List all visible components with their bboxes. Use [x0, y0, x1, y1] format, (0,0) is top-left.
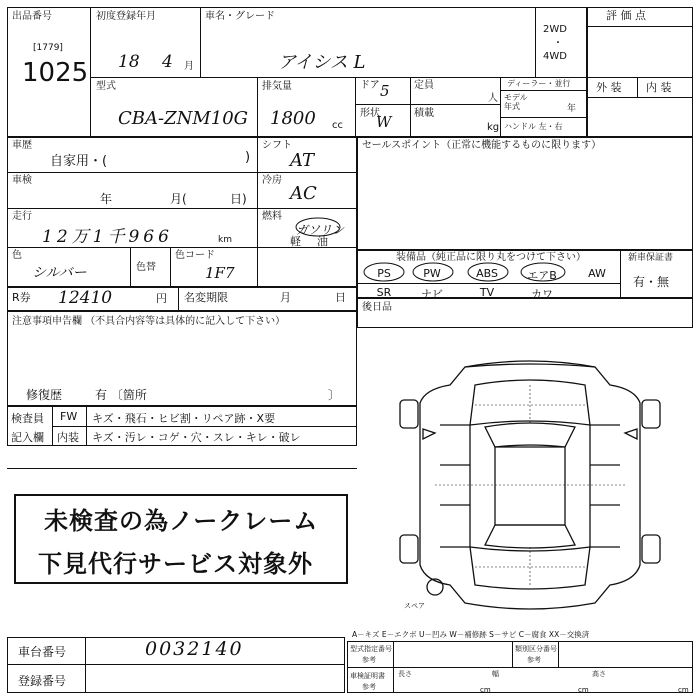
repair-label: 修復歴 — [26, 388, 63, 402]
equip-navi: ナビ — [421, 288, 443, 301]
chassis-value: 0032140 — [145, 638, 244, 660]
spare-label: スペア — [404, 602, 425, 610]
displacement-label: 排気量 — [262, 81, 292, 92]
equip-aw: AW — [588, 267, 606, 280]
door-value: 5 — [380, 82, 390, 100]
warranty-value: 有・無 — [633, 275, 670, 289]
inspector-label-2: 記入欄 — [11, 431, 44, 444]
equip-airbag: エアB — [527, 269, 557, 282]
model-value: CBA-ZNM10G — [118, 108, 249, 129]
fuel-diesel: 油 — [317, 235, 328, 248]
recycle-value: 12410 — [58, 288, 113, 308]
displacement-unit: cc — [332, 120, 343, 131]
equip-pw: PW — [423, 267, 441, 280]
sales-point-frame — [357, 137, 693, 250]
fuel-gas: ガソリン — [296, 223, 345, 237]
first-reg-month-unit: 月 — [184, 61, 194, 72]
height-unit: cm — [678, 686, 689, 694]
equip-ps: PS — [377, 267, 391, 280]
inspection-year: 年 — [100, 192, 113, 206]
year-unit: 年 — [567, 104, 577, 114]
notice-line-1: 未検査の為ノークレーム — [44, 507, 319, 535]
drive-2wd: 2WD — [543, 24, 567, 35]
warranty-label: 新車保証書 — [628, 253, 674, 263]
name-value: アイシス L — [278, 52, 366, 73]
first-reg-month: 4 — [162, 52, 173, 72]
shift-value: AT — [290, 150, 315, 171]
equipment-circles — [357, 258, 620, 288]
recycle-label: R券 — [12, 291, 31, 304]
deadline-month: 月 — [280, 291, 291, 304]
width-unit: cm — [578, 686, 589, 694]
equip-tv: TV — [479, 286, 495, 299]
interior-insp-items: キズ・汚レ・コゲ・穴・スレ・キレ・破レ — [92, 431, 301, 444]
drive-dot: ・ — [553, 38, 563, 49]
cooler-value: AC — [290, 183, 317, 204]
notes-label: 注意事項申告欄 （不具合内容等は具体的に記入して下さい） — [12, 316, 286, 327]
equipment-label: 装備品（純正品に限り丸をつけて下さい） — [396, 252, 586, 263]
cooler-label: 冷房 — [262, 175, 282, 186]
class-ref: 参考 — [527, 656, 541, 664]
history-paren: ) — [245, 150, 251, 165]
displacement-value: 1800 — [270, 108, 316, 129]
fuel-light: 軽 — [290, 235, 301, 248]
shape-label: 形状 — [360, 108, 380, 119]
fw-label: FW — [60, 410, 78, 423]
load-label: 積載 — [414, 108, 434, 119]
length-unit: cm — [480, 686, 491, 694]
inspection-label: 車検 — [12, 175, 32, 186]
deadline-label: 名変期限 — [184, 291, 228, 304]
dims-label: 車検証明書 — [350, 672, 385, 680]
first-reg-year: 18 — [118, 52, 140, 72]
name-label: 車名・グレード — [205, 11, 275, 22]
repair-value: 有 〔箇所 — [95, 388, 147, 402]
height-label: 高さ — [592, 670, 606, 678]
interior-insp-label: 内装 — [57, 431, 79, 444]
sales-point-label: セールスポイント（正常に機能するものに限ります） — [362, 140, 602, 151]
lot-sub: [1779] — [33, 43, 63, 53]
interior-label: 内 装 — [646, 81, 672, 94]
fuel-label: 燃料 — [262, 211, 282, 222]
shape-value: W — [376, 113, 392, 131]
dims-ref: 参考 — [362, 683, 376, 691]
color-change-label: 色替 — [136, 262, 156, 273]
notice-line-2: 下見代行サービス対象外 — [38, 550, 313, 578]
deadline-day: 日 — [335, 291, 346, 304]
color-value: シルバー — [32, 265, 87, 281]
repair-close: 〕 — [328, 388, 341, 402]
handle-label: ハンドル 左・右 — [504, 122, 563, 131]
capacity-unit: 人 — [488, 93, 498, 104]
history-value: 自家用・( — [50, 154, 108, 169]
fw-items: キズ・飛石・ヒビ割・リペア跡・X要 — [92, 412, 276, 425]
mileage-value: 12万1千966 — [42, 227, 173, 247]
dealer-label: ディーラー・並行 — [507, 79, 571, 88]
load-unit: kg — [487, 122, 500, 133]
recycle-unit: 円 — [156, 292, 167, 305]
inspection-day: 日) — [230, 192, 247, 206]
fuel-circle — [290, 216, 350, 238]
lot-label: 出品番号 — [12, 11, 52, 22]
width-label: 幅 — [492, 670, 499, 678]
model-cert-ref: 参考 — [362, 656, 376, 664]
drive-4wd: 4WD — [543, 51, 567, 62]
chassis-label: 車台番号 — [18, 645, 67, 659]
equip-abs: ABS — [476, 267, 498, 280]
color-label: 色 — [12, 250, 22, 261]
inspection-month: 月( — [170, 192, 187, 206]
color-code-label: 色コード — [175, 250, 215, 261]
damage-legend: A－キズ E－エクボ U－凹み W－補修跡 S－サビ C－腐食 XX－交換済 — [352, 630, 590, 639]
car-damage-diagram — [395, 355, 665, 615]
model-year-label: モデル年式 — [504, 93, 528, 111]
later-items-frame — [357, 298, 693, 328]
exterior-label: 外 装 — [596, 81, 622, 94]
registration-label: 登録番号 — [18, 674, 67, 688]
lot-number: 1025 — [22, 58, 89, 88]
equip-leather: カワ — [531, 288, 553, 301]
length-label: 長さ — [398, 670, 412, 678]
color-code-value: 1F7 — [205, 264, 235, 282]
inspector-label-1: 検査員 — [11, 412, 44, 425]
score-label: 評 価 点 — [606, 9, 646, 22]
mileage-label: 走行 — [12, 211, 32, 222]
model-label: 型式 — [96, 81, 116, 92]
equip-sr: SR — [376, 286, 392, 299]
door-label: ドア — [360, 80, 380, 91]
class-label: 類別区分番号 — [515, 645, 557, 653]
later-items-label: 後日品 — [362, 302, 392, 313]
model-cert-label: 型式指定番号 — [350, 645, 392, 653]
shift-label: シフト — [262, 140, 292, 151]
first-reg-label: 初度登録年月 — [96, 11, 156, 22]
history-label: 車歴 — [12, 140, 32, 151]
mileage-unit: km — [218, 235, 232, 245]
capacity-label: 定員 — [414, 80, 434, 91]
